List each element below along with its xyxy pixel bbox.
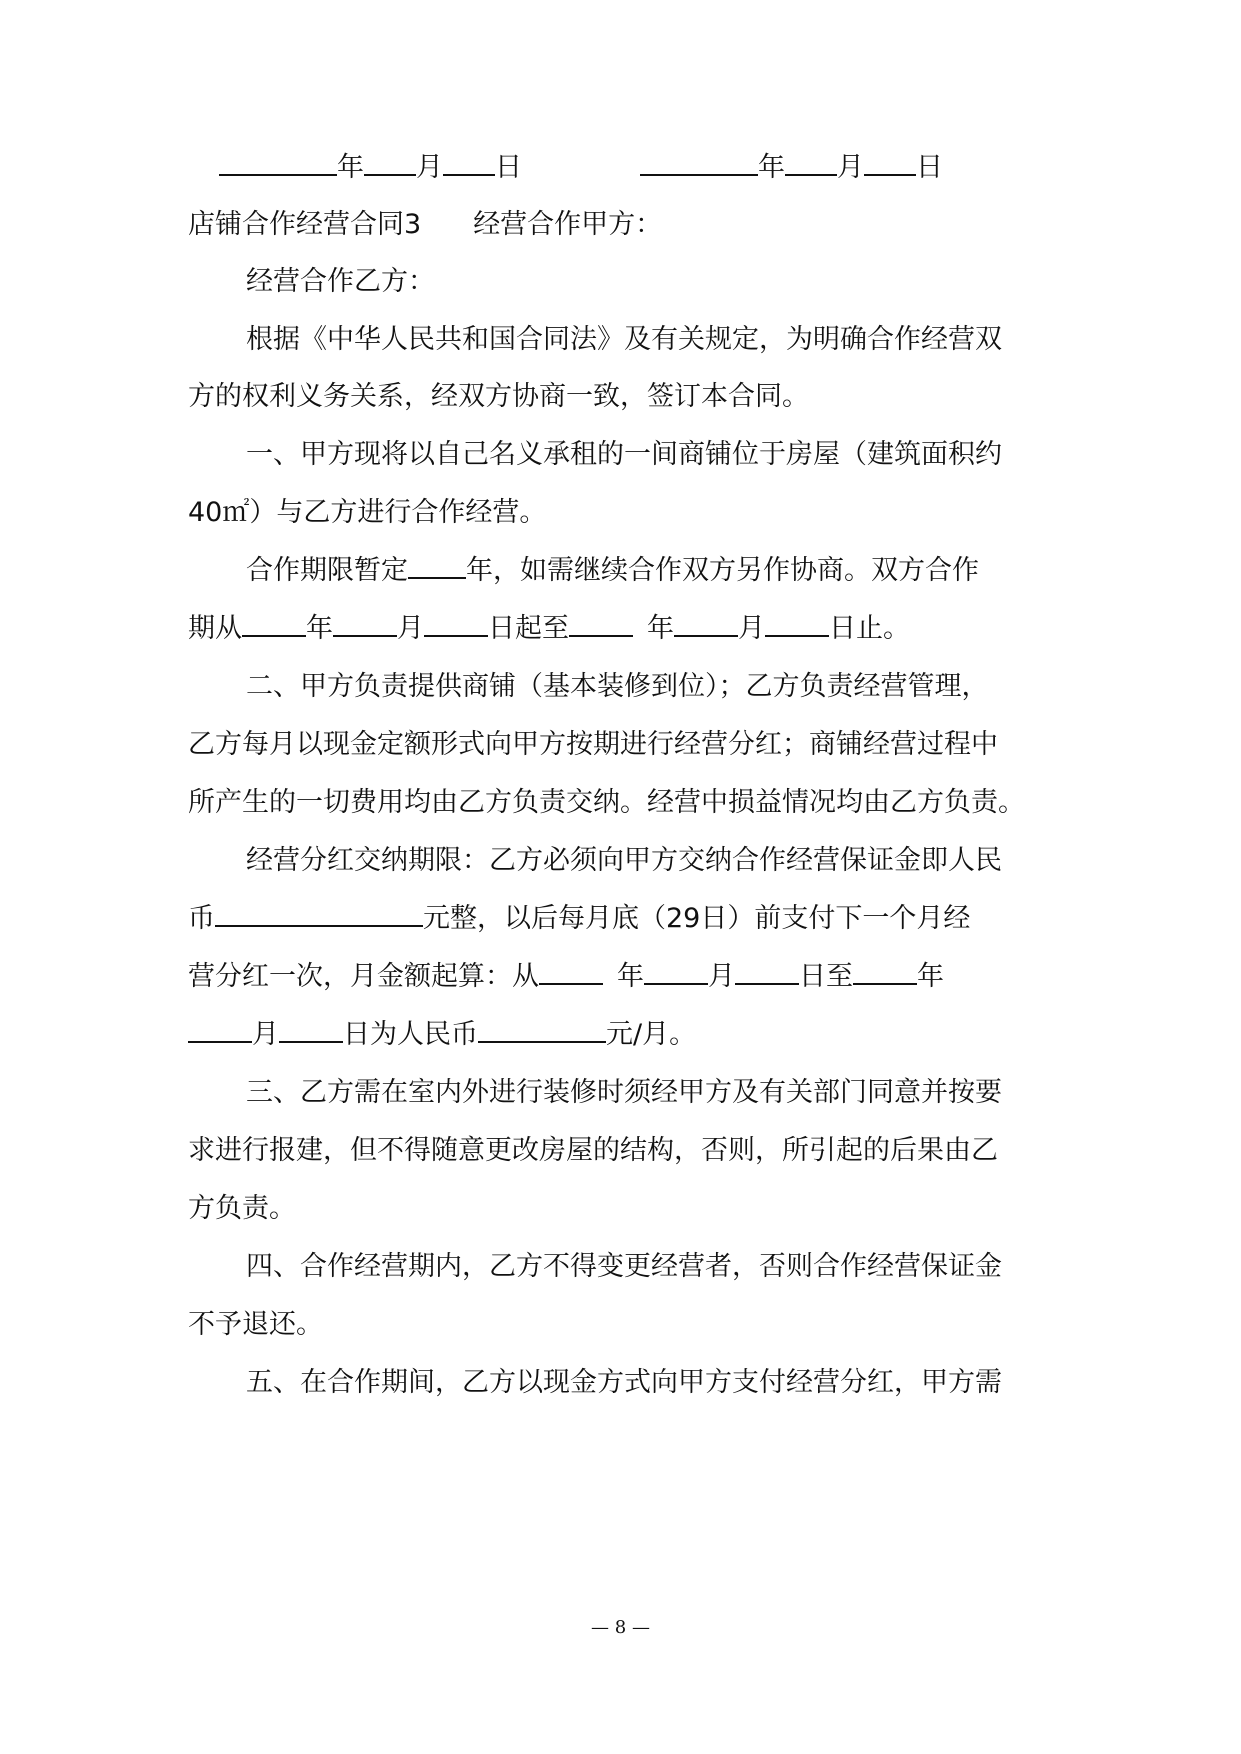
day-blank — [279, 1015, 343, 1043]
day-blank — [424, 609, 488, 637]
paragraph-line: 三、乙方需在室内外进行装修时须经甲方及有关部门同意并按要 — [246, 1077, 1002, 1108]
year-label: 年 — [306, 613, 333, 644]
month-blank — [333, 609, 397, 637]
paragraph-line: 四、合作经营期内，乙方不得变更经营者，否则合作经营保证金 — [246, 1251, 1002, 1282]
dividend-text: 营分红一次，月金额起算：从 — [188, 961, 539, 992]
year-blank — [242, 609, 306, 637]
paragraph-line: 不予退还。 — [188, 1309, 323, 1340]
year-blank — [640, 148, 758, 176]
month-blank — [674, 609, 738, 637]
month-label: 月 — [416, 152, 443, 183]
paragraph-line: 方的权利义务关系，经双方协商一致，签订本合同。 — [188, 381, 809, 412]
year-label: 年 — [647, 613, 674, 644]
year-blank — [853, 957, 917, 985]
year-label: 年 — [617, 961, 644, 992]
month-blank — [785, 148, 837, 176]
year-blank — [219, 148, 337, 176]
paragraph-line: 五、在合作期间，乙方以现金方式向甲方支付经营分红，甲方需 — [246, 1367, 1002, 1398]
day-label: 日 — [916, 152, 943, 183]
paragraph-line: 方负责。 — [188, 1193, 296, 1224]
dividend-text: 日为人民币 — [343, 1019, 478, 1050]
dividend-text: 元整，以后每月底（29日）前支付下一个月经 — [423, 903, 971, 934]
day-blank — [443, 148, 495, 176]
month-blank — [644, 957, 708, 985]
term-text: 年，如需继续合作双方另作协商。双方合作 — [466, 555, 979, 586]
dividend-text: 元/月。 — [606, 1019, 697, 1050]
contract-title: 店铺合作经营合同3 — [188, 209, 422, 240]
month-label: 月 — [252, 1019, 279, 1050]
day-blank — [765, 609, 829, 637]
day-blank — [735, 957, 799, 985]
party-a-label: 经营合作甲方： — [473, 209, 663, 240]
month-label: 月 — [708, 961, 735, 992]
year-blank — [539, 957, 603, 985]
day-blank — [864, 148, 916, 176]
term-text: 日止。 — [829, 613, 910, 644]
paragraph-line: 乙方每月以现金定额形式向甲方按期进行经营分红；商铺经营过程中 — [188, 729, 998, 760]
contract-title-line — [188, 205, 1068, 245]
party-b-label: 经营合作乙方： — [246, 266, 435, 297]
monthly-amount-blank — [478, 1015, 606, 1043]
dividend-start-line — [188, 957, 1068, 997]
month-label: 月 — [738, 613, 765, 644]
signature-date-line — [219, 148, 1019, 188]
page-number: — 8 — — [591, 1617, 650, 1638]
month-label: 月 — [837, 152, 864, 183]
term-line — [246, 551, 1126, 591]
term-text: 合作期限暂定 — [246, 555, 408, 586]
paragraph-line: 根据《中华人民共和国合同法》及有关规定，为明确合作经营双 — [246, 324, 1002, 355]
paragraph-line: 经营分红交纳期限：乙方必须向甲方交纳合作经营保证金即人民 — [246, 845, 1002, 876]
year-label: 年 — [917, 961, 944, 992]
term-text: 期从 — [188, 613, 242, 644]
dividend-text: 日至 — [799, 961, 853, 992]
dividend-text: 币 — [188, 903, 215, 934]
year-label: 年 — [337, 152, 364, 183]
term-period-line — [188, 609, 1068, 649]
day-label: 日 — [495, 152, 522, 183]
paragraph-line: 40㎡）与乙方进行合作经营。 — [188, 497, 547, 528]
paragraph-line: 二、甲方负责提供商铺（基本装修到位）；乙方负责经营管理， — [246, 671, 989, 702]
term-text: 日起至 — [488, 613, 569, 644]
years-blank — [408, 551, 466, 579]
deposit-amount-blank — [215, 899, 423, 927]
month-blank — [188, 1015, 252, 1043]
year-blank — [569, 609, 633, 637]
paragraph-line: 所产生的一切费用均由乙方负责交纳。经营中损益情况均由乙方负责。 — [188, 787, 1025, 818]
month-blank — [364, 148, 416, 176]
year-label: 年 — [758, 152, 785, 183]
month-label: 月 — [397, 613, 424, 644]
paragraph-line: 一、甲方现将以自己名义承租的一间商铺位于房屋（建筑面积约 — [246, 439, 1002, 470]
dividend-amount-line — [188, 1015, 1068, 1055]
deposit-line — [188, 899, 1068, 939]
paragraph-line: 求进行报建，但不得随意更改房屋的结构，否则，所引起的后果由乙 — [188, 1135, 998, 1166]
